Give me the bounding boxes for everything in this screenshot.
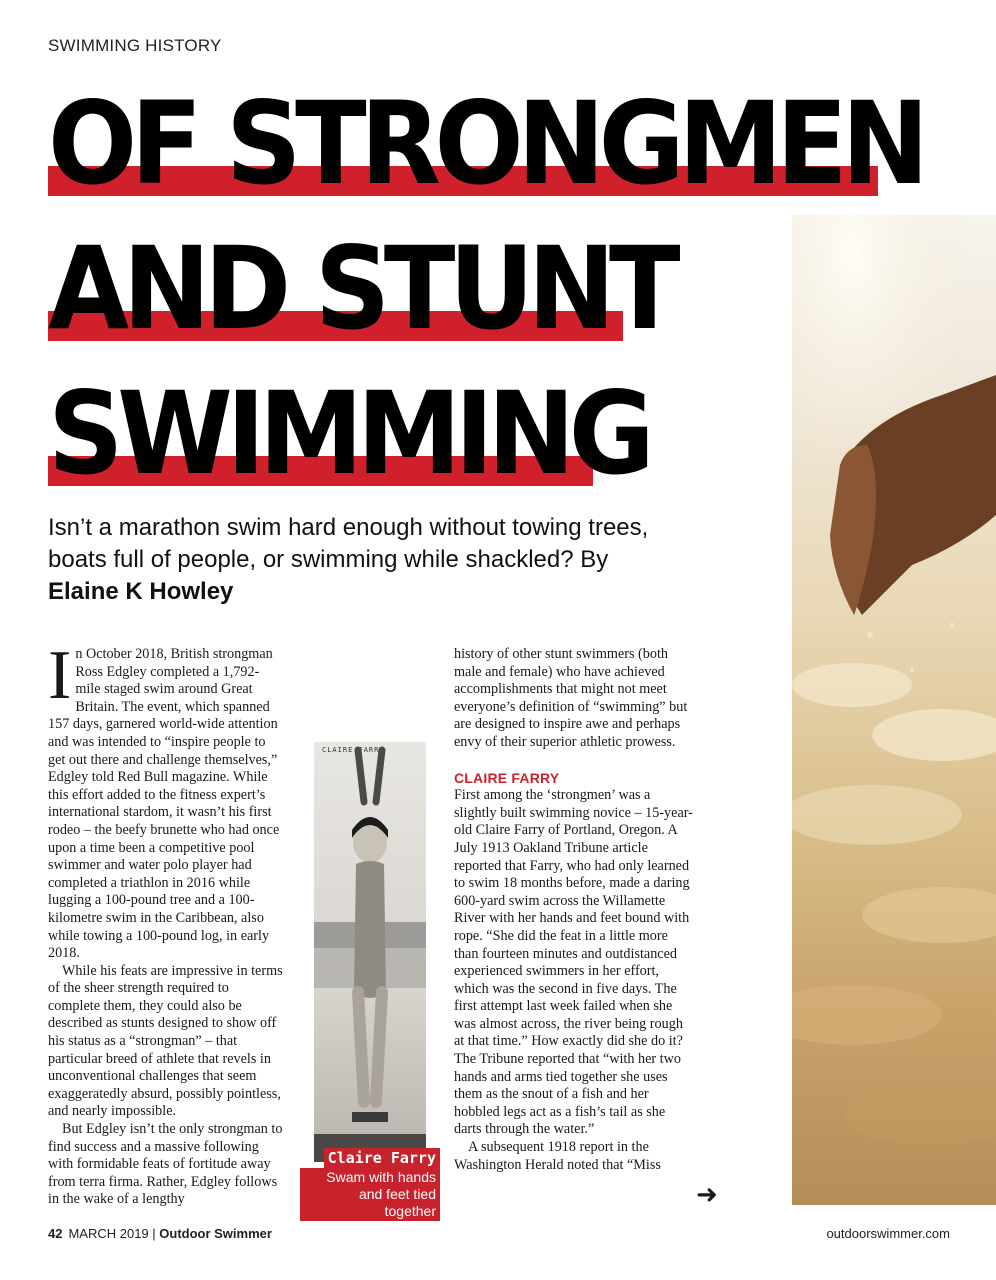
- paragraph-intro: [48, 637, 284, 963]
- photo-caption: [300, 1148, 440, 1221]
- author-name: Elaine K Howley: [48, 578, 234, 605]
- standfirst: [48, 512, 658, 608]
- magazine-name: Outdoor Swimmer: [159, 1226, 272, 1241]
- claire-farry-photo: [314, 742, 426, 1162]
- paragraph: While his feats are impressive in terms of the sheer strength required to complete them, they could also be described as stunts designed to show off his status as a “strongman” – that particular breed of athlete that revels in unconventional challenges that seem exaggeratedly absurd, possibly pointless, and nearly impossible.: [48, 962, 283, 1120]
- paragraph: A subsequent 1918 report in the Washington Herald noted that “Miss: [454, 1139, 661, 1173]
- body-column-right: [454, 646, 694, 1174]
- arrow-right-icon[interactable]: ➜: [696, 1180, 718, 1210]
- swimmer-figure-image: [314, 742, 426, 1162]
- paragraph-text: n October 2018, British strongman Ross Edgley completed a 1,792-mile staged swim around Great Britain. The event, which spanned 157 days, garnered world-wide attention and was intended to “inspire people to get out there and challenge themselves,” Edgley told Red Bull magazine. While this effort added to the fitness expert’s international stardom, it wasn’t his first rodeo – the beefy brunette who had once upon a time been a competitive pool swimmer and water polo player had completed a triathlon in 2016 while lugging a 100-pound tree and a 100-kilometre swim in the Caribbean, also while towing a 100-pound log, in early 2018.: [48, 646, 280, 962]
- photo-label: CLAIRE FARRY: [322, 746, 385, 754]
- section-subhead: CLAIRE FARRY: [454, 769, 560, 786]
- body-column-left: [48, 637, 284, 1209]
- drop-cap: I: [48, 637, 72, 714]
- caption-text: Swam with hands and feet tied together: [300, 1168, 440, 1221]
- headline-line-2: AND STUNT: [48, 222, 675, 355]
- hero-image-log-water: [792, 215, 996, 1205]
- paragraph: But Edgley isn’t the only strongman to find success and a massive following with formidable feats of fortitude away from terra firma. Rather, Edgley follows in the wake of a lengthy: [48, 1121, 283, 1208]
- website-link[interactable]: outdoorswimmer.com: [826, 1226, 950, 1241]
- paragraph: First among the ‘strongmen’ was a slightly built swimming novice – 15-year-old Claire Farry of Portland, Oregon. A July 1913 Oakland Tribune article reported that Farry, who had only learned to swim 18 months before, made a daring 600-yard swim across the Willamette River with her hands and feet bound with rope. “She did the feat in a little more than fourteen minutes and outdistanced experienced swimmers in her effort, which was the second in five days. The first attempt last week failed when she was almost across, the river being rough at that time.” How exactly did she do it? The Tribune reported that “with her two hands and arms tied together she uses them as the snout of a fish and her hobbled legs act as a fish’s tail as she darts through the water.”: [454, 787, 693, 1138]
- page-number: 42: [48, 1226, 63, 1241]
- footer-folio: [48, 1226, 272, 1241]
- paragraph: history of other stunt swimmers (both male and female) who have achieved accomplishments that might not meet everyone’s definition of “swimming” but are designed to inspire awe and perhaps envy of their superior athletic prowess.: [454, 646, 688, 750]
- standfirst-text: Isn’t a marathon swim hard enough without towing trees, boats full of people, or swimming while shackled? By: [48, 514, 649, 573]
- headline-line-3: SWIMMING: [48, 367, 649, 500]
- caption-name: Claire Farry: [324, 1148, 440, 1168]
- section-kicker: SWIMMING HISTORY: [48, 36, 222, 55]
- headline-line-1: OF STRONGMEN: [48, 77, 923, 210]
- issue-date: MARCH 2019 |: [68, 1226, 160, 1241]
- log-splash-image: [792, 215, 996, 1205]
